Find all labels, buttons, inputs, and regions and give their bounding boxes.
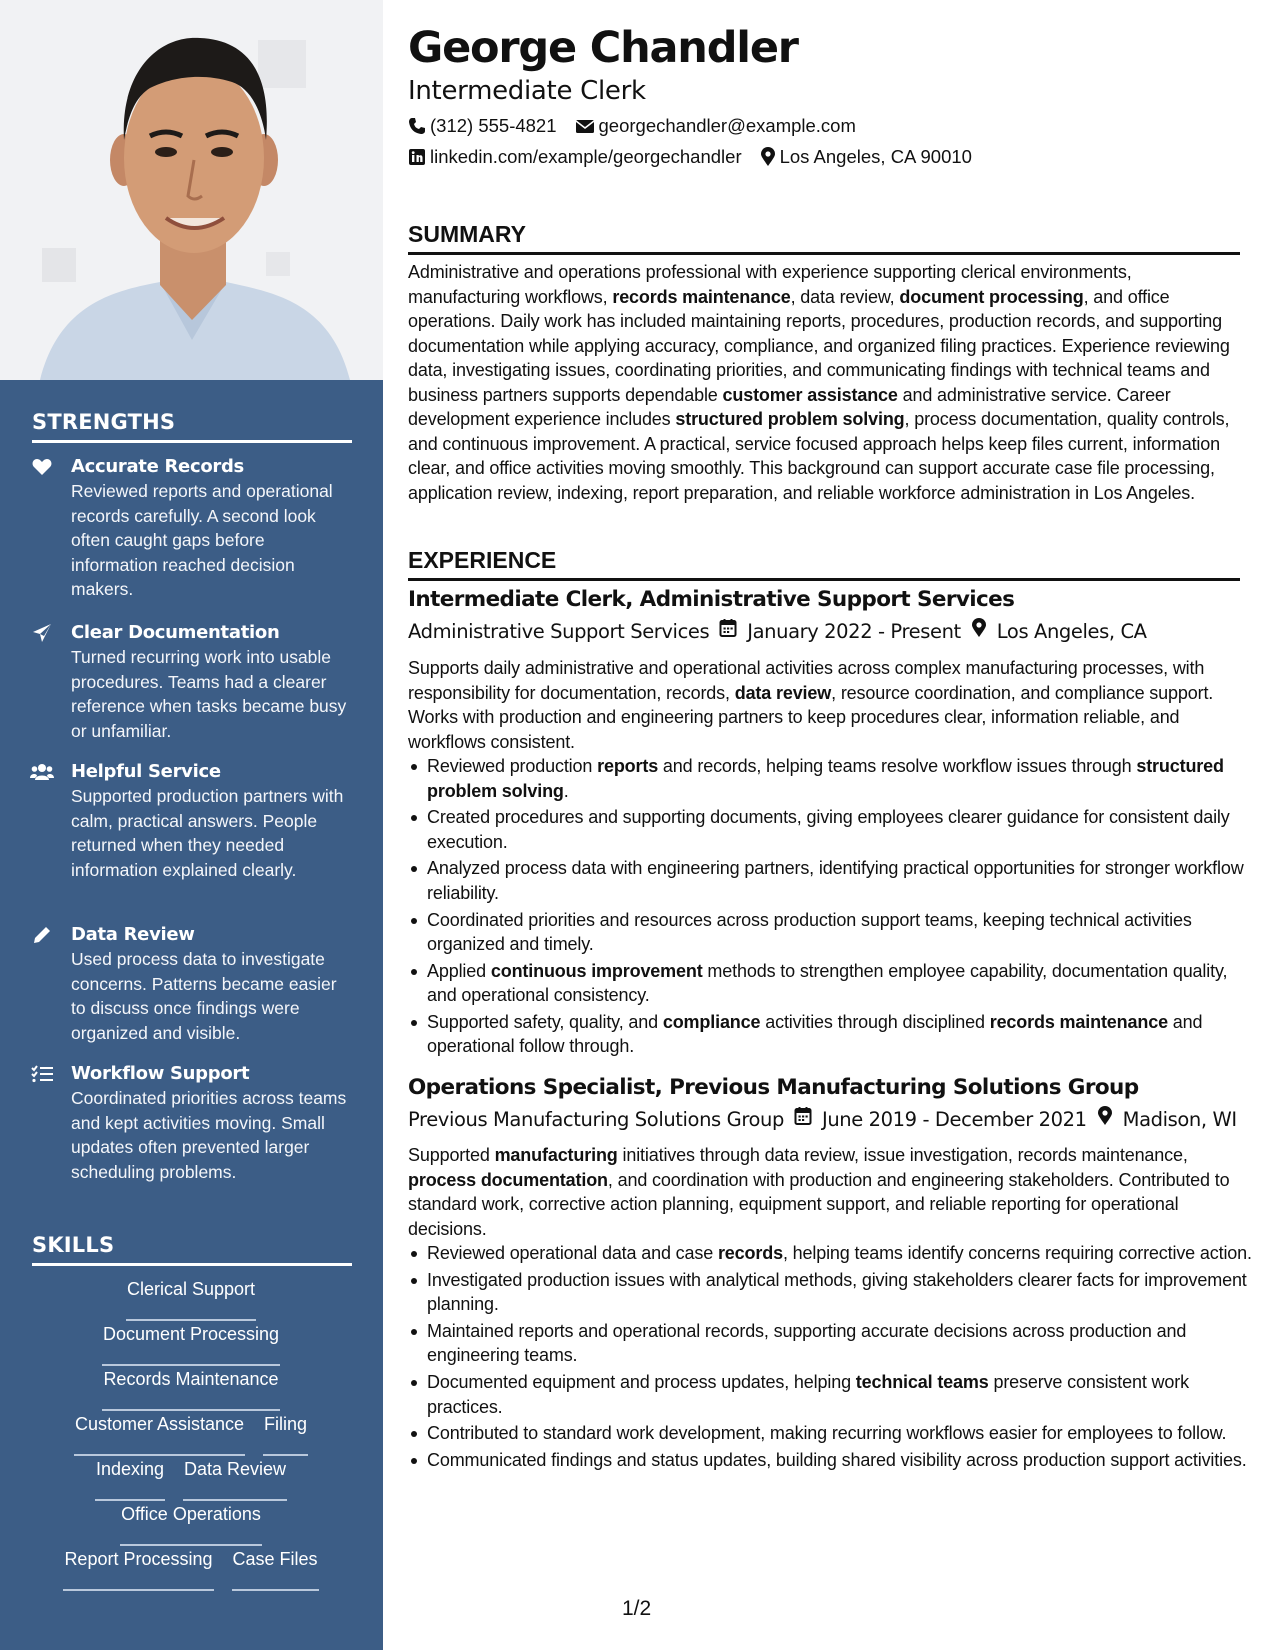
candidate-name: George Chandler xyxy=(408,23,798,73)
job-bullets xyxy=(408,754,1259,1061)
summary-heading: SUMMARY xyxy=(408,219,1240,255)
job-dates: January 2022 - Present xyxy=(747,620,961,643)
text-run: methods to strengthen employee capability, documentation quality, and operational consistency. xyxy=(427,960,1228,1006)
contact-row xyxy=(408,144,972,170)
page-number: 1/2 xyxy=(622,1597,652,1620)
bold-text: technical teams xyxy=(855,1372,989,1393)
job-description xyxy=(408,1143,1240,1241)
bold-text: compliance xyxy=(662,1011,761,1032)
job-entry-title: Intermediate Clerk, Administrative Support Services xyxy=(408,587,1015,612)
bold-text: continuous improvement xyxy=(490,960,703,981)
text-run: Reviewed operational data and case xyxy=(427,1243,718,1263)
skill-tag: Records Maintenance xyxy=(102,1366,279,1411)
job-location: Los Angeles, CA xyxy=(996,620,1147,643)
strength-item xyxy=(30,621,355,743)
bold-text: process documentation xyxy=(408,1169,608,1190)
strength-title: Data Review xyxy=(71,924,195,945)
heart-icon xyxy=(30,455,54,479)
company-name: Administrative Support Services xyxy=(408,620,710,643)
email-link[interactable]: georgechandler@example.com xyxy=(598,115,856,136)
skill-tag: Office Operations xyxy=(120,1501,262,1546)
text-run: Supported xyxy=(408,1145,495,1165)
map-pin-icon xyxy=(1097,1106,1113,1134)
text-run: Created procedures and supporting documents, giving employees clearer guidance for consistent daily execution. xyxy=(427,807,1230,852)
bullet-item xyxy=(427,908,1259,957)
phone-contact xyxy=(408,113,557,139)
text-run: , and office operations. Daily work has included maintaining reports, procedures, production records, and supporting documentation while applying accuracy, compliance, and organized filing practices. Experience reviewing data, investigating issues, coordinating priorities, and communicating findings with technical teams and business partners supports dependable xyxy=(408,286,1230,405)
text-run: and operational follow through. xyxy=(427,1011,1203,1057)
bullet-item xyxy=(427,754,1259,803)
profile-photo xyxy=(0,0,383,380)
bullet-item xyxy=(427,1421,1259,1446)
bold-text: customer assistance xyxy=(722,384,898,405)
text-run: Supported safety, quality, and xyxy=(427,1011,663,1032)
job-meta xyxy=(408,1106,1237,1134)
text-run: , resource coordination, and compliance support. Works with production and engineering partners to keep procedures clear, information reliable, and workflows consistent. xyxy=(408,682,1214,752)
skill-tag: Case Files xyxy=(232,1546,319,1591)
phone-icon xyxy=(408,117,426,135)
bullet-item xyxy=(427,856,1259,905)
text-run: Communicated findings and status updates, building shared visibility across production support activities. xyxy=(427,1449,1247,1470)
text-run: . xyxy=(563,780,569,801)
paper-plane-icon xyxy=(30,621,54,645)
summary-text xyxy=(408,260,1240,505)
strength-item xyxy=(30,760,355,882)
bold-text: document processing xyxy=(899,286,1084,307)
bold-text: records maintenance xyxy=(989,1011,1168,1032)
job-entry-title: Operations Specialist, Previous Manufacturing Solutions Group xyxy=(408,1075,1139,1100)
text-run: and records, helping teams resolve workflow issues through xyxy=(658,756,1137,776)
text-run: and administrative service. Career development experience includes xyxy=(408,384,1171,429)
bullet-item xyxy=(427,1448,1259,1473)
strength-description: Used process data to investigate concerns. Patterns became easier to discuss once findings were organized and visible. xyxy=(71,949,337,1043)
text-run: , helping teams identify concerns requiring corrective action. xyxy=(782,1243,1252,1263)
envelope-icon xyxy=(575,118,595,134)
bold-text: reports xyxy=(597,756,659,776)
text-run: Contributed to standard work development, making recurring workflows easier for employees to follow. xyxy=(427,1423,1227,1444)
skill-tag: Filing xyxy=(263,1411,308,1456)
text-run: , and coordination with production and engineering stakeholders. Contributed to standard work, corrective action planning, equipment support, and reliable reporting for operational decisions. xyxy=(408,1169,1230,1239)
phone-text: (312) 555-4821 xyxy=(430,115,557,136)
location-contact xyxy=(760,144,972,170)
text-run: preserve consistent work practices. xyxy=(427,1372,1189,1417)
strength-item xyxy=(30,455,355,602)
text-run: Administrative and operations professional with experience supporting clerical environments, manufacturing workflows, xyxy=(408,262,1132,307)
bold-text: data review xyxy=(734,682,832,703)
job-meta xyxy=(408,618,1147,646)
text-run: , data review, xyxy=(790,286,900,307)
text-run: , process documentation, quality controls, and continuous improvement. A practical, service focused approach helps keep files current, information clear, and office activities moving smoothly. This background can support accurate case file processing, application review, indexing, report preparation, and reliable workforce administration in Los Angeles. xyxy=(408,409,1230,503)
linkedin-link[interactable]: linkedin.com/example/georgechandler xyxy=(430,146,742,167)
strength-description: Turned recurring work into usable procedures. Teams had a clearer reference when tasks became busy or unfamiliar. xyxy=(71,647,347,741)
strength-description: Supported production partners with calm, practical answers. People returned when they needed information explained clearly. xyxy=(71,786,344,880)
email-contact[interactable] xyxy=(575,113,856,139)
strength-title: Helpful Service xyxy=(71,761,221,782)
job-title-header: Intermediate Clerk xyxy=(408,76,646,106)
experience-heading: EXPERIENCE xyxy=(408,545,1240,581)
text-run: Investigated production issues with analytical methods, giving stakeholders clearer facts for improvement planning. xyxy=(427,1269,1247,1315)
strength-description: Reviewed reports and operational records carefully. A second look often caught gaps before information reached decision makers. xyxy=(71,481,333,599)
text-run: Reviewed production xyxy=(427,756,598,776)
contact-row xyxy=(408,113,856,139)
strength-item xyxy=(30,1062,355,1184)
job-dates: June 2019 - December 2021 xyxy=(821,1108,1087,1131)
bold-text: manufacturing xyxy=(494,1145,618,1165)
pencil-icon xyxy=(30,923,54,947)
text-run: Coordinated priorities and resources across production support teams, keeping technical activities organized and timely. xyxy=(427,909,1192,955)
bold-text: records maintenance xyxy=(612,286,791,307)
bold-text: structured problem solving xyxy=(675,409,905,429)
text-run: Documented equipment and process updates, helping xyxy=(427,1372,856,1393)
text-run: Maintained reports and operational records, supporting accurate decisions across production and engineering teams. xyxy=(427,1320,1187,1366)
company-name: Previous Manufacturing Solutions Group xyxy=(408,1108,784,1131)
list-check-icon xyxy=(30,1062,54,1086)
strength-title: Accurate Records xyxy=(71,456,244,477)
bullet-item xyxy=(427,959,1259,1008)
skill-tag: Clerical Support xyxy=(126,1276,256,1321)
text-run: Supports daily administrative and operational activities across complex manufacturing processes, with responsibility for documentation, records, xyxy=(408,658,1205,703)
location-text: Los Angeles, CA 90010 xyxy=(779,146,972,167)
skill-tag: Report Processing xyxy=(63,1546,213,1591)
skills-heading: SKILLS xyxy=(32,1233,352,1266)
bullet-item xyxy=(427,1241,1259,1266)
strength-description: Coordinated priorities across teams and kept activities moving. Small updates often prevented larger scheduling problems. xyxy=(71,1088,347,1182)
text-run: activities through disciplined xyxy=(760,1011,990,1032)
skills-list xyxy=(32,1276,350,1591)
text-run: Analyzed process data with engineering partners, identifying practical opportunities for stronger workflow reliability. xyxy=(427,858,1244,903)
linkedin-contact[interactable] xyxy=(408,144,742,170)
strength-item xyxy=(30,923,355,1045)
linkedin-icon xyxy=(408,148,426,166)
strength-title: Workflow Support xyxy=(71,1063,250,1084)
bullet-item xyxy=(427,805,1259,854)
skill-tag: Customer Assistance xyxy=(74,1411,245,1456)
calendar-icon xyxy=(719,618,737,646)
skill-tag: Document Processing xyxy=(102,1321,280,1366)
text-run: Applied xyxy=(427,960,491,981)
bold-text: structured problem solving xyxy=(427,756,1224,801)
map-pin-icon xyxy=(760,147,776,167)
map-pin-icon xyxy=(971,618,987,646)
bullet-item xyxy=(427,1268,1259,1317)
job-bullets xyxy=(408,1241,1259,1475)
bullet-item xyxy=(427,1319,1259,1368)
users-icon xyxy=(30,760,54,784)
skill-tag: Data Review xyxy=(183,1456,287,1501)
text-run: initiatives through data review, issue investigation, records maintenance, xyxy=(617,1145,1188,1165)
sidebar xyxy=(0,0,383,1650)
bold-text: records xyxy=(717,1243,783,1263)
calendar-icon xyxy=(794,1106,812,1134)
skill-tag: Indexing xyxy=(95,1456,165,1501)
bullet-item xyxy=(427,1010,1259,1059)
bullet-item xyxy=(427,1370,1259,1419)
job-location: Madison, WI xyxy=(1122,1108,1237,1131)
job-description xyxy=(408,656,1240,754)
strength-title: Clear Documentation xyxy=(71,622,280,643)
strengths-heading: STRENGTHS xyxy=(32,410,352,443)
